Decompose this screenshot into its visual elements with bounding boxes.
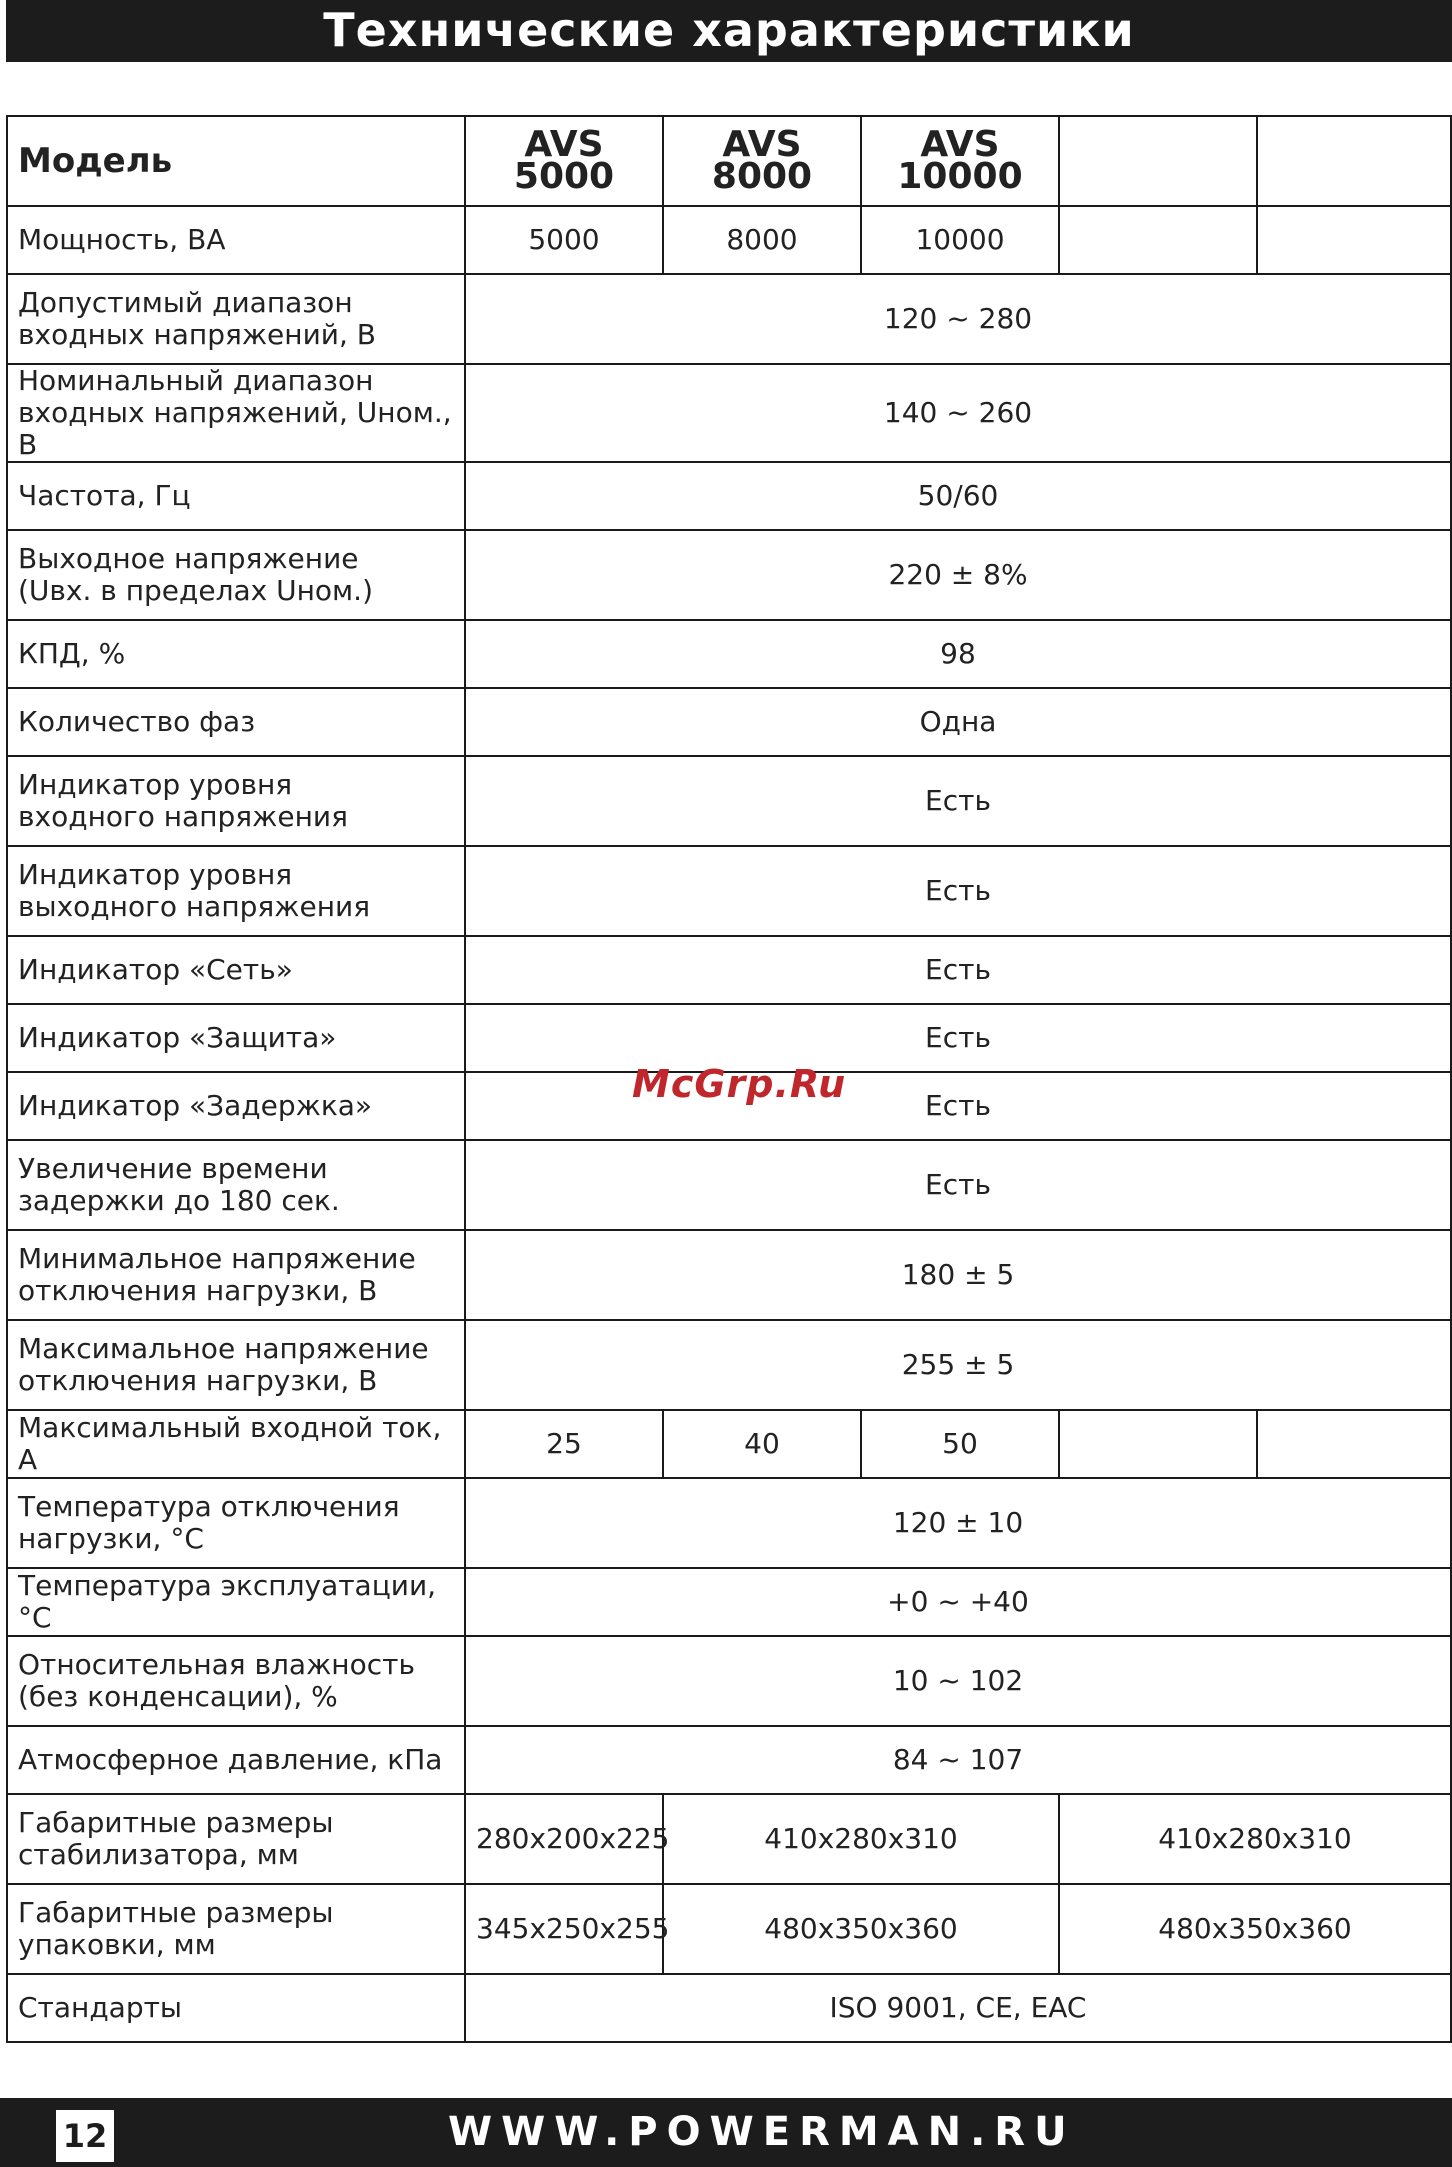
parameter-label: Мощность, ВА [7, 206, 465, 274]
table-row [7, 1140, 1451, 1230]
table-row [7, 688, 1451, 756]
model-header-cell: AVS 10000 [861, 116, 1059, 206]
value-cell: 10 ~ 102 [465, 1636, 1451, 1726]
value-cell: Одна [465, 688, 1451, 756]
value-cell: 255 ± 5 [465, 1320, 1451, 1410]
value-cell: +0 ~ +40 [465, 1568, 1451, 1636]
value-cell: 180 ± 5 [465, 1230, 1451, 1320]
parameter-label: Индикатор «Сеть» [7, 936, 465, 1004]
value-cell: 5000 [465, 206, 663, 274]
value-cell: ISO 9001, CE, EAC [465, 1974, 1451, 2042]
value-cell: Есть [465, 1072, 1451, 1140]
table-row [7, 274, 1451, 364]
table-row [7, 620, 1451, 688]
table-row [7, 1794, 1451, 1884]
parameter-label: Количество фаз [7, 688, 465, 756]
value-cell: Есть [465, 846, 1451, 936]
model-header-cell [1257, 116, 1451, 206]
value-cell: Есть [465, 1004, 1451, 1072]
table-row [7, 1478, 1451, 1568]
value-cell: 410x280x310 [1059, 1794, 1451, 1884]
value-cell [1059, 1410, 1257, 1478]
value-cell: 98 [465, 620, 1451, 688]
table-row [7, 530, 1451, 620]
table-row [7, 1636, 1451, 1726]
parameter-label: Частота, Гц [7, 462, 465, 530]
value-cell: 480x350x360 [663, 1884, 1059, 1974]
parameter-label: Атмосферное давление, кПа [7, 1726, 465, 1794]
value-cell: 50 [861, 1410, 1059, 1478]
table-row [7, 1974, 1451, 2042]
page-number: 12 [56, 2110, 114, 2162]
table-row [7, 1568, 1451, 1636]
parameter-label: Габаритные размеры упаковки, мм [7, 1884, 465, 1974]
table-row [7, 364, 1451, 462]
value-cell: 10000 [861, 206, 1059, 274]
value-cell: 120 ~ 280 [465, 274, 1451, 364]
table-row [7, 936, 1451, 1004]
value-cell: 84 ~ 107 [465, 1726, 1451, 1794]
parameter-label: Номинальный диапазон входных напряжений, Uном., В [7, 364, 465, 462]
model-header-cell: AVS 5000 [465, 116, 663, 206]
parameter-label: Максимальный входной ток, А [7, 1410, 465, 1478]
value-cell: 280x200x225 [465, 1794, 663, 1884]
website-url[interactable]: WWW.POWERMAN.RU [448, 2109, 1076, 2155]
table-row [7, 846, 1451, 936]
parameter-label: Максимальное напряжение отключения нагрузки, В [7, 1320, 465, 1410]
table-row [7, 1320, 1451, 1410]
value-cell: Есть [465, 936, 1451, 1004]
value-cell: 50/60 [465, 462, 1451, 530]
parameter-label: Индикатор «Задержка» [7, 1072, 465, 1140]
value-cell: 410x280x310 [663, 1794, 1059, 1884]
table-row [7, 462, 1451, 530]
value-cell: 480x350x360 [1059, 1884, 1451, 1974]
parameter-label: Увеличение времени задержки до 180 сек. [7, 1140, 465, 1230]
value-cell: 40 [663, 1410, 861, 1478]
table-row [7, 756, 1451, 846]
value-cell: 8000 [663, 206, 861, 274]
parameter-label: Стандарты [7, 1974, 465, 2042]
table-row [7, 1884, 1451, 1974]
parameter-label: Выходное напряжение (Uвх. в пределах Uном.) [7, 530, 465, 620]
parameter-label: Минимальное напряжение отключения нагрузки, В [7, 1230, 465, 1320]
parameter-label: Относительная влажность (без конденсации), % [7, 1636, 465, 1726]
value-cell: 345x250x255 [465, 1884, 663, 1974]
model-label: Модель [7, 116, 465, 206]
table-header-row [7, 116, 1451, 206]
value-cell: 140 ~ 260 [465, 364, 1451, 462]
parameter-label: Температура эксплуатации, °С [7, 1568, 465, 1636]
parameter-label: Допустимый диапазон входных напряжений, В [7, 274, 465, 364]
value-cell: 120 ± 10 [465, 1478, 1451, 1568]
parameter-label: Индикатор уровня входного напряжения [7, 756, 465, 846]
value-cell: Есть [465, 756, 1451, 846]
value-cell [1257, 206, 1451, 274]
parameter-label: Индикатор «Защита» [7, 1004, 465, 1072]
value-cell: 220 ± 8% [465, 530, 1451, 620]
table-row [7, 1726, 1451, 1794]
page-title: Технические характеристики [6, 0, 1452, 62]
model-header-cell: AVS 8000 [663, 116, 861, 206]
parameter-label: КПД, % [7, 620, 465, 688]
watermark: McGrp.Ru [632, 1062, 847, 1106]
value-cell: Есть [465, 1140, 1451, 1230]
model-header-cell [1059, 116, 1257, 206]
parameter-label: Температура отключения нагрузки, °С [7, 1478, 465, 1568]
value-cell [1059, 206, 1257, 274]
value-cell [1257, 1410, 1451, 1478]
parameter-label: Габаритные размеры стабилизатора, мм [7, 1794, 465, 1884]
table-row [7, 1410, 1451, 1478]
parameter-label: Индикатор уровня выходного напряжения [7, 846, 465, 936]
value-cell: 25 [465, 1410, 663, 1478]
table-row [7, 206, 1451, 274]
table-row [7, 1230, 1451, 1320]
